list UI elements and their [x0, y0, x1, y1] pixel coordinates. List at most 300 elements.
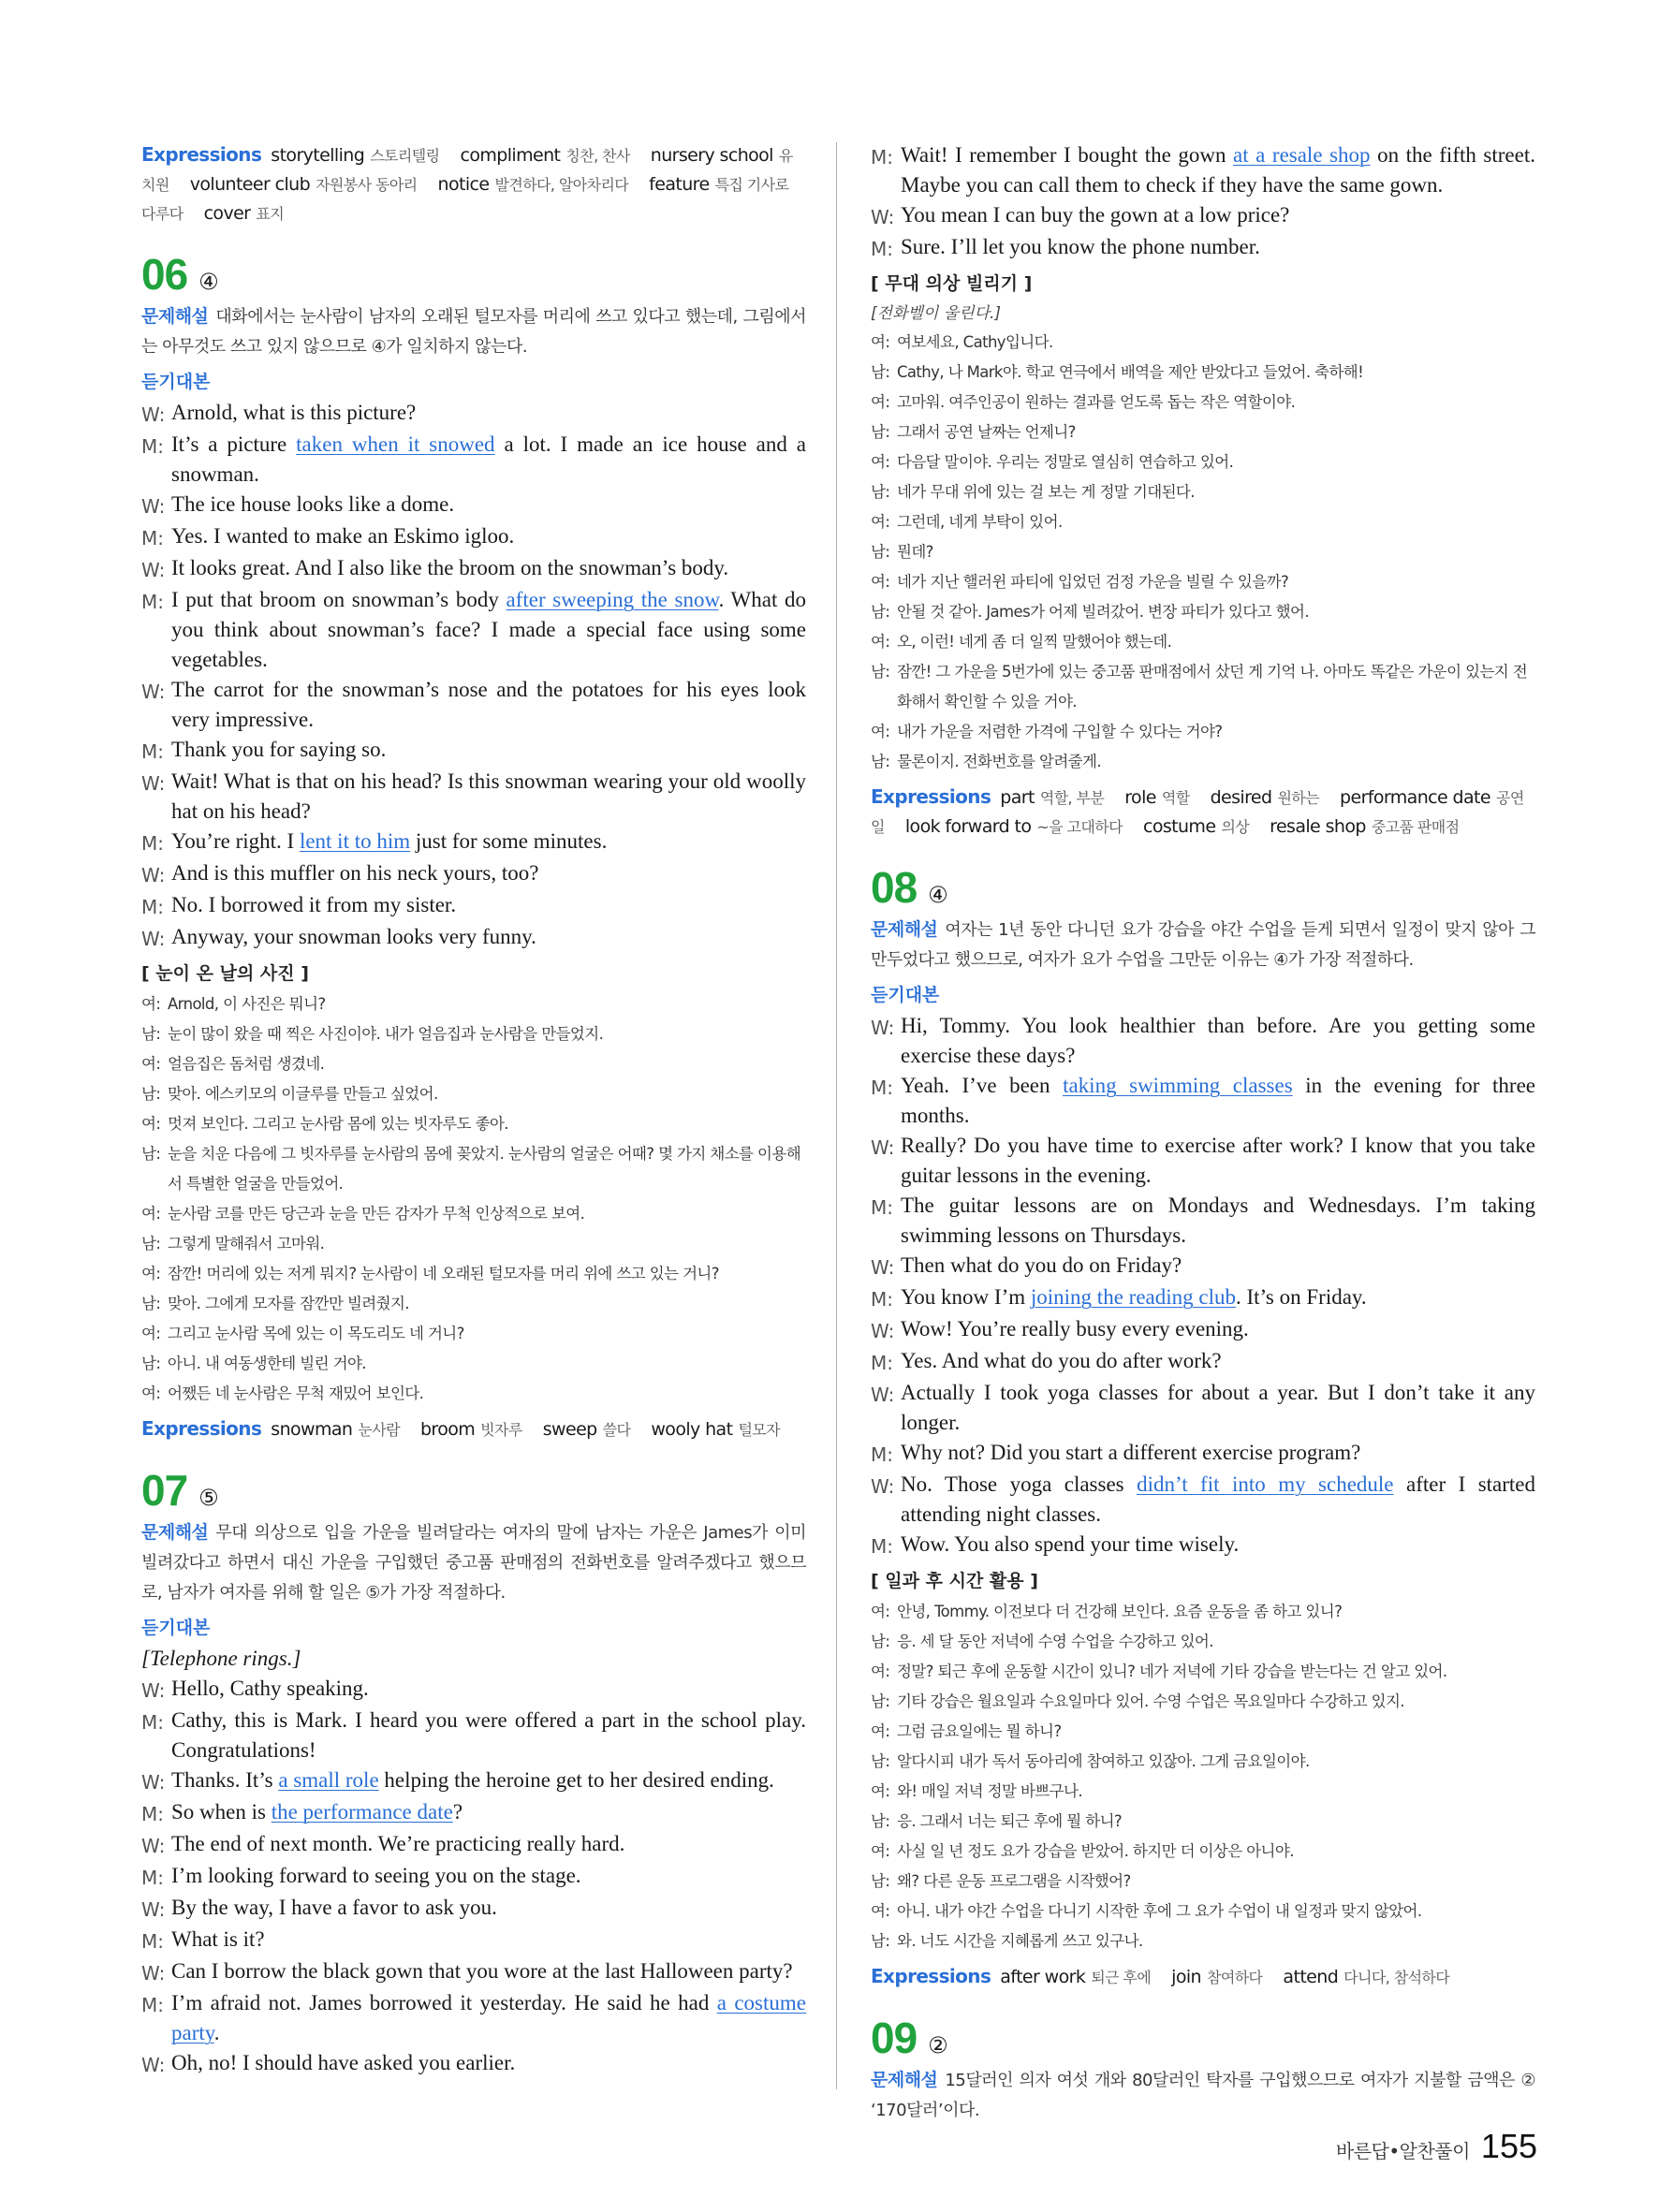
dialogue-text	[901, 1251, 1535, 1281]
expression-gloss: ~을 고대하다	[1036, 818, 1123, 836]
expression-term: storytelling	[271, 145, 365, 166]
expressions-block	[871, 1962, 1535, 1992]
dialogue-text	[171, 490, 806, 520]
dialogue-line	[871, 1282, 1535, 1314]
expressions-label: Expressions	[141, 1417, 262, 1440]
speaker-label: M:	[141, 591, 164, 613]
dialogue-line	[141, 1988, 806, 2048]
dialogue-line	[141, 2048, 806, 2080]
dialogue-line	[141, 1893, 806, 1925]
translation-text: 맞아. 그에게 모자를 잠깐만 빌려줬지.	[168, 1295, 409, 1312]
highlighted-phrase: the performance date	[271, 1800, 453, 1824]
speaker-label: 남:	[871, 1872, 890, 1890]
translation-line	[141, 1199, 806, 1229]
dialogue-line	[871, 1251, 1535, 1282]
dialogue-text	[901, 1191, 1535, 1251]
translation-line	[141, 1319, 806, 1349]
expressions-label: Expressions	[871, 1965, 991, 1987]
dialogue-text	[171, 2048, 806, 2078]
dialogue-line	[871, 1346, 1535, 1378]
expression-gloss: 원하는	[1277, 789, 1320, 807]
speaker-label: W:	[141, 928, 166, 950]
translation-line	[141, 1229, 806, 1259]
translation-line	[141, 1019, 806, 1049]
dialogue-text	[171, 1765, 806, 1795]
dialogue	[141, 398, 806, 954]
translation-line	[871, 507, 1535, 537]
speaker-label: W:	[871, 1256, 895, 1279]
translation-text: 어쨌든 네 눈사람은 무척 재밌어 보인다.	[168, 1384, 424, 1402]
translation-line	[871, 1717, 1535, 1747]
expression-gloss: 자원봉사 동아리	[316, 176, 418, 194]
dialogue-line	[141, 430, 806, 490]
expression-gloss: 쓸다	[602, 1421, 631, 1439]
translation-title: [ 눈이 온 날의 사진 ]	[141, 963, 309, 984]
translation-line	[141, 1379, 806, 1409]
speaker-label: W:	[871, 1136, 895, 1159]
expression-term: sweep	[542, 1419, 597, 1440]
speaker-label: 여:	[871, 723, 890, 740]
expression-term: feature	[649, 174, 710, 195]
speaker-label: M:	[141, 1930, 164, 1953]
dialogue-text	[171, 735, 806, 765]
dialogue-line	[141, 1765, 806, 1797]
translation-text: 내가 가운을 저렴한 가격에 구입할 수 있다는 거야?	[897, 723, 1223, 740]
translation-line	[871, 477, 1535, 507]
text-run: The carrot for the snowman’s nose and the potatoes for his eyes look very impressive.	[171, 678, 806, 731]
dialogue-line	[871, 1011, 1535, 1071]
translation-line	[871, 1897, 1535, 1926]
translation-line	[141, 1139, 806, 1199]
highlighted-phrase: taken when it snowed	[296, 432, 495, 456]
speaker-label: 여:	[871, 333, 890, 351]
translation-text: 뭔데?	[897, 543, 933, 561]
text-run: Thank you for saying so.	[171, 738, 387, 761]
text-run: The end of next month. We’re practicing really hard.	[171, 1832, 625, 1855]
dialogue-text	[171, 827, 806, 857]
translation-text: 네가 지난 핼러윈 파티에 입었던 검정 가운을 빌릴 수 있을까?	[897, 573, 1289, 591]
translation-line	[871, 388, 1535, 417]
speaker-label: 남:	[871, 753, 890, 770]
dialogue-text	[171, 1988, 806, 2048]
script-label: 듣기대본	[141, 1618, 211, 1638]
dialogue-line	[871, 1131, 1535, 1191]
dialogue-line	[141, 490, 806, 521]
explanation-text: 무대 의상으로 입을 가운을 빌려달라는 여자의 말에 남자는 가운은 James가 이미 빌려갔다고 하면서 대신 가운을 구입했던 중고품 판매점의 전화번호를 알려주겠다고 했으므로, 남자가 여자를 위해 할 일은 ⑤가 가장 적절하다.	[141, 1523, 806, 1603]
translation-title: [ 일과 후 시간 활용 ]	[871, 1571, 1038, 1591]
speaker-label: 남:	[871, 363, 890, 381]
text-run: Oh, no! I should have asked you earlier.	[171, 2051, 516, 2074]
translation-text: 여보세요, Cathy입니다.	[897, 333, 1053, 351]
text-run: .	[213, 2021, 220, 2044]
expression-gloss: 눈사람	[358, 1421, 400, 1439]
translation-line	[871, 747, 1535, 777]
text-run: No. I borrowed it from my sister.	[171, 893, 457, 916]
translation-text: 안녕, Tommy. 이전보다 더 건강해 보인다. 요즘 운동을 좀 하고 있니?	[897, 1603, 1343, 1620]
text-run: You’re right. I	[171, 829, 300, 853]
translation-line	[871, 1777, 1535, 1807]
speaker-label: 여:	[871, 573, 890, 591]
speaker-label: 남:	[871, 1932, 890, 1950]
explanation	[871, 915, 1535, 975]
dialogue-text	[171, 1861, 806, 1891]
translation-text: 잠깐! 그 가운을 5번가에 있는 중고품 판매점에서 샀던 게 기억 나. 아마도 똑같은 가운이 있는지 전화해서 확인할 수 있을 거야.	[897, 663, 1528, 710]
page-number: 155	[1480, 2127, 1537, 2165]
speaker-label: W:	[141, 1679, 166, 1702]
translation-line	[871, 1926, 1535, 1956]
translation-text: 잠깐! 머리에 있는 저게 뭐지? 눈사람이 네 오래된 털모자를 머리 위에 쓰고 있는 거니?	[168, 1265, 719, 1282]
text-run: Thanks. It’s	[171, 1768, 279, 1792]
translation-line	[871, 1597, 1535, 1627]
dialogue-line	[141, 1797, 806, 1829]
stage-direction: [Telephone rings.]	[141, 1647, 301, 1670]
expression-term: volunteer club	[189, 174, 311, 195]
dialogue-text	[171, 767, 806, 827]
translation-line	[141, 1289, 806, 1319]
dialogue-text	[901, 1131, 1535, 1191]
dialogue-line	[141, 1829, 806, 1861]
text-run: So when is	[171, 1800, 272, 1824]
answer-mark: ②	[928, 2032, 948, 2058]
script-label: 듣기대본	[141, 372, 211, 392]
expression-term: snowman	[271, 1419, 353, 1440]
dialogue-text	[901, 1530, 1535, 1560]
dialogue-line	[141, 735, 806, 767]
dialogue-line	[871, 1378, 1535, 1438]
dialogue-text	[171, 398, 806, 428]
expression-term: performance date	[1340, 787, 1490, 808]
text-run: It looks great. And I also like the broom on the snowman’s body.	[171, 556, 729, 579]
expressions-block	[141, 140, 806, 228]
translation-text: 오, 이런! 네게 좀 더 일찍 말했어야 했는데.	[897, 633, 1172, 651]
dialogue-line	[141, 827, 806, 858]
speaker-label: W:	[871, 206, 895, 228]
text-run: You know I’m	[901, 1285, 1031, 1309]
question-number: 07	[141, 1466, 188, 1515]
text-run: You mean I can buy the gown at a low price?	[901, 203, 1290, 227]
dialogue-text	[171, 675, 806, 735]
speaker-label: M:	[141, 1711, 164, 1734]
expression-term: join	[1171, 1967, 1201, 1987]
text-run: Yeah. I’ve been	[901, 1074, 1064, 1097]
expression-gloss: 중고품 판매점	[1371, 818, 1460, 836]
expression-term: desired	[1210, 787, 1272, 808]
expression-term: look forward to	[904, 816, 1032, 837]
dialogue	[871, 140, 1535, 264]
translation-line	[871, 657, 1535, 717]
speaker-label: 여:	[871, 1722, 890, 1740]
dialogue-line	[141, 1706, 806, 1765]
answer-mark: ④	[928, 882, 948, 908]
speaker-label: W:	[141, 1771, 166, 1794]
dialogue-text	[171, 1925, 806, 1955]
speaker-label: M:	[141, 435, 164, 458]
speaker-label: W:	[141, 681, 166, 703]
translation-text: 그럼 금요일에는 뭘 하니?	[897, 1722, 1062, 1740]
text-run: The guitar lessons are on Mondays and Wednesdays. I’m taking swimming lessons on Thursdays.	[901, 1194, 1535, 1247]
translation-text: 와! 매일 저녁 정말 바쁘구나.	[897, 1782, 1082, 1800]
explanation	[141, 1517, 806, 1608]
translation-text: 왜? 다른 운동 프로그램을 시작했어?	[897, 1872, 1131, 1890]
dialogue-line	[141, 675, 806, 735]
speaker-label: M:	[141, 1994, 164, 2016]
dialogue-line	[141, 890, 806, 922]
dialogue-text	[901, 1071, 1535, 1131]
text-run: after I started attending night classes.	[901, 1472, 1536, 1526]
translation-line	[871, 417, 1535, 447]
speaker-label: 여:	[141, 1265, 161, 1282]
dialogue-text	[171, 1797, 806, 1827]
translation-text: 그렇게 말해줘서 고마워.	[168, 1235, 325, 1252]
translation-text: 아니. 내 여동생한테 빌린 거야.	[168, 1355, 366, 1372]
dialogue-line	[141, 398, 806, 430]
dialogue-line	[871, 1470, 1535, 1530]
explanation-label: 문제해설	[871, 919, 938, 940]
translation	[871, 328, 1535, 777]
expressions-block	[871, 783, 1535, 842]
speaker-label: W:	[871, 1384, 895, 1406]
translation-stage-direction: [전화벨이 울린다.]	[871, 304, 1002, 323]
translation-text: Arnold, 이 사진은 뭐니?	[168, 995, 326, 1013]
explanation	[871, 2065, 1535, 2126]
text-run: Cathy, this is Mark. I heard you were offered a part in the school play. Congratulations!	[171, 1708, 806, 1762]
speaker-label: M:	[871, 1352, 893, 1374]
speaker-label: 여:	[871, 1902, 890, 1920]
text-run: Wow! You’re really busy every evening.	[901, 1317, 1249, 1340]
text-run: Wow. You also spend your time wisely.	[901, 1532, 1240, 1556]
expression-term: broom	[419, 1419, 476, 1440]
speaker-label: 남:	[141, 1295, 161, 1312]
translation-text: 와. 너도 시간을 지혜롭게 쓰고 있구나.	[897, 1932, 1143, 1950]
text-run: I put that broom on snowman’s body	[171, 588, 507, 611]
dialogue-text	[171, 1893, 806, 1923]
highlighted-phrase: lent it to him	[299, 829, 411, 853]
expressions-label: Expressions	[141, 143, 262, 166]
translation-text: 응. 그래서 너는 퇴근 후에 뭘 하니?	[897, 1812, 1123, 1830]
dialogue	[871, 1011, 1535, 1561]
expression-gloss: 역할, 부분	[1039, 789, 1105, 807]
translation-line	[871, 567, 1535, 597]
highlighted-phrase: a costume party	[171, 1991, 806, 2044]
translation-text: 사실 일 년 정도 요가 강습을 받았어. 하지만 더 이상은 아니야.	[897, 1842, 1294, 1860]
speaker-label: M:	[141, 1803, 164, 1825]
expression-gloss: 유치원	[141, 147, 793, 194]
speaker-label: 남:	[871, 663, 890, 681]
speaker-label: W:	[141, 495, 166, 518]
expression-term: part	[1000, 787, 1035, 808]
speaker-label: 여:	[871, 513, 890, 531]
dialogue-text	[171, 1956, 806, 1986]
expression-gloss: 빗자루	[480, 1421, 522, 1439]
speaker-label: W:	[871, 1320, 895, 1342]
speaker-label: 여:	[141, 995, 161, 1013]
expression-gloss: 발견하다, 알아차리다	[494, 176, 629, 194]
explanation	[141, 301, 806, 362]
translation-text: 눈사람 코를 만든 당근과 눈을 만든 감자가 무척 인상적으로 보여.	[168, 1205, 585, 1223]
text-run: It’s a picture	[171, 432, 297, 456]
question-header	[141, 1465, 806, 1517]
dialogue-line	[871, 140, 1535, 200]
translation-text: Cathy, 나 Mark야. 학교 연극에서 배역을 제안 받았다고 들었어. 축하해!	[897, 363, 1364, 381]
expression-gloss: 다니다, 참석하다	[1343, 1969, 1450, 1986]
column-divider	[836, 142, 837, 2089]
speaker-label: M:	[871, 1535, 893, 1558]
dialogue-text	[171, 553, 806, 583]
text-run: Really? Do you have time to exercise after work? I know that you take guitar lessons in the evening.	[901, 1134, 1535, 1187]
translation	[871, 1597, 1535, 1956]
answer-mark: ⑤	[198, 1485, 219, 1511]
speaker-label: W:	[141, 403, 166, 426]
dialogue-text	[171, 858, 806, 888]
text-run: just for some minutes.	[410, 829, 608, 853]
highlighted-phrase: joining the reading club	[1030, 1285, 1236, 1309]
expression-term: resale shop	[1270, 816, 1366, 837]
speaker-label: M:	[141, 896, 164, 918]
dialogue-text	[901, 1282, 1535, 1312]
dialogue-text	[901, 1470, 1535, 1530]
translation-text: 눈을 치운 다음에 그 빗자루를 눈사람의 몸에 꽂았지. 눈사람의 얼굴은 어때? 몇 가지 채소를 이용해서 특별한 얼굴을 만들었어.	[168, 1145, 801, 1193]
text-run: Hi, Tommy. You look healthier than before. Are you getting some exercise these days?	[901, 1014, 1535, 1067]
text-run: Hello, Cathy speaking.	[171, 1677, 369, 1700]
text-run: helping the heroine get to her desired ending.	[378, 1768, 774, 1792]
question-header	[141, 249, 806, 301]
dialogue-line	[141, 922, 806, 954]
speaker-label: M:	[141, 1867, 164, 1889]
dialogue-line	[141, 521, 806, 553]
dialogue-text	[901, 200, 1535, 230]
speaker-label: M:	[871, 238, 893, 260]
translation-line	[871, 358, 1535, 388]
expression-gloss: 역할	[1161, 789, 1190, 807]
expression-term: compliment	[460, 145, 561, 166]
speaker-label: 남:	[141, 1025, 161, 1043]
translation-text: 그런데, 네게 부탁이 있어.	[897, 513, 1063, 531]
expression-gloss: 털모자	[738, 1421, 781, 1439]
translation-line	[871, 447, 1535, 477]
right-column	[871, 140, 1535, 2126]
text-run: . It’s on Friday.	[1235, 1285, 1367, 1309]
translation-line	[871, 1837, 1535, 1867]
speaker-label: W:	[141, 1835, 166, 1857]
expressions-label: Expressions	[871, 785, 991, 808]
highlighted-phrase: at a resale shop	[1233, 143, 1371, 167]
speaker-label: 여:	[141, 1055, 161, 1073]
text-run: ?	[452, 1800, 463, 1824]
speaker-label: 남:	[871, 1692, 890, 1710]
speaker-label: W:	[141, 1898, 166, 1921]
expression-term: after work	[1000, 1967, 1086, 1987]
dialogue-text	[901, 140, 1535, 200]
translation-line	[141, 1259, 806, 1289]
speaker-label: 남:	[871, 1633, 890, 1650]
text-run: Can I borrow the black gown that you wore at the last Halloween party?	[171, 1959, 793, 1983]
dialogue-text	[171, 1706, 806, 1765]
speaker-label: M:	[871, 1443, 893, 1466]
translation-line	[141, 989, 806, 1019]
text-run: on the fifth street. Maybe you can call them to check if they have the same gown.	[901, 143, 1535, 197]
expression-gloss: 스토리텔링	[370, 147, 440, 165]
speaker-label: 여:	[141, 1115, 161, 1133]
dialogue-text	[901, 1346, 1535, 1376]
left-column	[141, 140, 806, 2080]
speaker-label: 남:	[871, 1752, 890, 1770]
speaker-label: 남:	[871, 423, 890, 441]
dialogue-line	[141, 1956, 806, 1988]
highlighted-phrase: didn’t fit into my schedule	[1137, 1472, 1394, 1496]
speaker-label: W:	[141, 1962, 166, 1985]
translation-text: 기타 강습은 월요일과 수요일마다 있어. 수영 수업은 목요일마다 수강하고 있지.	[897, 1692, 1404, 1710]
expression-term: nursery school	[650, 145, 773, 166]
speaker-label: 여:	[871, 1782, 890, 1800]
dialogue-line	[871, 1530, 1535, 1561]
text-run: in the evening for three months.	[901, 1074, 1535, 1127]
speaker-label: 여:	[871, 1603, 890, 1620]
explanation-label: 문제해설	[871, 2070, 938, 2090]
page-footer	[1336, 2127, 1537, 2166]
expression-gloss: 의상	[1221, 818, 1250, 836]
speaker-label: 남:	[141, 1355, 161, 1372]
dialogue-line	[871, 232, 1535, 264]
speaker-label: 남:	[141, 1145, 161, 1163]
translation-text: 네가 무대 위에 있는 걸 보는 게 정말 기대된다.	[897, 483, 1195, 501]
speaker-label: M:	[141, 527, 164, 549]
script-label: 듣기대본	[871, 985, 940, 1005]
text-run: Wait! I remember I bought the gown	[901, 143, 1233, 167]
translation-line	[871, 597, 1535, 627]
speaker-label: W:	[871, 1017, 895, 1039]
speaker-label: M:	[871, 1288, 893, 1311]
text-run: Yes. And what do you do after work?	[901, 1349, 1222, 1372]
translation-text: 고마워. 여주인공이 원하는 결과를 얻도록 돕는 작은 역할이야.	[897, 393, 1296, 411]
speaker-label: W:	[871, 1475, 895, 1498]
text-run: By the way, I have a favor to ask you.	[171, 1896, 497, 1919]
speaker-label: 남:	[871, 483, 890, 501]
speaker-label: 여:	[871, 633, 890, 651]
speaker-label: 남:	[141, 1085, 161, 1103]
speaker-label: 남:	[871, 1812, 890, 1830]
text-run: The ice house looks like a dome.	[171, 492, 455, 516]
question-header	[871, 2013, 1535, 2065]
dialogue-line	[871, 200, 1535, 232]
text-run: Why not? Did you start a different exercise program?	[901, 1441, 1361, 1464]
text-run: . What do you think about snowman’s face? I made a special face using some vegetables.	[171, 588, 806, 671]
translation-line	[871, 328, 1535, 358]
highlighted-phrase: a small role	[278, 1768, 379, 1792]
translation-line	[871, 1807, 1535, 1837]
translation-line	[141, 1079, 806, 1109]
translation-text: 맞아. 에스키모의 이글루를 만들고 싶었어.	[168, 1085, 438, 1103]
text-run: Wait! What is that on his head? Is this snowman wearing your old woolly hat on his head?	[171, 769, 806, 823]
expression-term: role	[1124, 787, 1156, 808]
translation-line	[871, 1687, 1535, 1717]
translation-line	[871, 717, 1535, 747]
translation-text: 응. 세 달 동안 저녁에 수영 수업을 수강하고 있어.	[897, 1633, 1213, 1650]
dialogue	[141, 1674, 806, 2080]
text-run: I’m looking forward to seeing you on the stage.	[171, 1864, 581, 1887]
expression-term: cover	[203, 203, 251, 224]
translation	[141, 989, 806, 1409]
footer-title: 바른답•알찬풀이	[1335, 2140, 1470, 2162]
expression-gloss: 퇴근 후에	[1091, 1969, 1152, 1986]
dialogue-text	[901, 1314, 1535, 1344]
speaker-label: 남:	[871, 603, 890, 621]
translation-line	[871, 1657, 1535, 1687]
speaker-label: 여:	[141, 1384, 161, 1402]
question-number: 08	[871, 863, 918, 912]
speaker-label: 여:	[141, 1205, 161, 1223]
speaker-label: W:	[141, 772, 166, 795]
translation-line	[871, 1627, 1535, 1657]
